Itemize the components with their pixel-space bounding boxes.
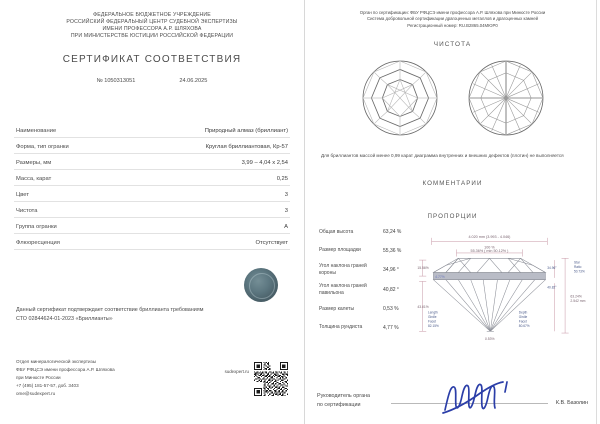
diamond-profile-svg-icon xyxy=(412,226,590,344)
label-depth-girdle-3: Facet xyxy=(518,319,527,324)
certificate-number: № 1050313051 xyxy=(96,78,136,85)
clarity-note-line: Для бриллиантов массой менее 0,99 карат диаграмма внутренних и внешних дефектов xyxy=(321,153,510,159)
signature-label-line: по сертификации xyxy=(317,401,361,408)
contact-line: ФБУ РФЦСЭ имени профессора А.Р. Шляхова xyxy=(16,367,115,373)
proportion-value: 63,24 % xyxy=(383,229,402,236)
proportions-section-title: ПРОПОРЦИИ xyxy=(427,213,478,221)
org-line: РОССИЙСКИЙ ФЕДЕРАЛЬНЫЙ ЦЕНТР СУДЕБНОЙ ЭКСПЕРТИЗЫ xyxy=(66,19,238,26)
table-row xyxy=(14,218,290,234)
official-seal-stamp xyxy=(244,268,278,302)
proportion-label: Угол наклона граней короны xyxy=(319,263,367,277)
label-total-pct: 100 % xyxy=(484,245,495,250)
spec-label: Форма, тип огранки xyxy=(16,143,69,150)
registration-line: Орган по сертификации: ФБУ РФЦСЭ имени профессора А.Р. Шляхова при Минюсте России xyxy=(359,10,546,15)
org-line: ПРИ МИНИСТЕРСТВЕ ЮСТИЦИИ РОССИЙСКОЙ ФЕДЕРАЦИИ xyxy=(70,33,234,40)
page-title: СЕРТИФИКАТ СООТВЕТСТВИЯ xyxy=(62,54,242,66)
table-row xyxy=(319,226,412,238)
table-row xyxy=(319,283,412,297)
proportions-table xyxy=(315,226,412,349)
signature-area xyxy=(317,384,588,410)
proportion-value: 40,82 ° xyxy=(383,287,399,294)
label-lower-girdle: Length xyxy=(428,310,438,315)
conformity-line: Данный сертификат подтверждает соответствие бриллианта требованиям xyxy=(16,307,204,313)
table-row xyxy=(14,186,290,202)
clarity-diagrams xyxy=(315,56,590,140)
signature-label xyxy=(317,392,391,410)
registration-header xyxy=(315,10,590,29)
proportion-label: Общая высота xyxy=(319,228,354,235)
contact-email: ome@sudexpert.ru xyxy=(16,391,56,397)
conformity-line: СТО 02844624-01-2023 «Бриллианты» xyxy=(16,316,113,323)
table-row xyxy=(14,234,290,250)
label-depth-mm: 2.542 mm xyxy=(570,299,586,304)
label-star-ratio-2: Ratio xyxy=(573,265,582,270)
spec-label: Масса, карат xyxy=(16,175,52,182)
certificate-date: 24.06.2025 xyxy=(179,78,208,85)
spec-label: Флюоресценция xyxy=(16,239,60,246)
specifications-table xyxy=(14,122,290,250)
label-crown-angle: 34.96° xyxy=(547,266,557,271)
table-row xyxy=(319,245,412,257)
contact-details xyxy=(16,358,115,398)
label-depth-girdle-value: 80.67% xyxy=(518,324,530,329)
spec-value: Природный алмаз (бриллиант) xyxy=(204,127,288,134)
label-table-pct: 55.36% ( min 50.12% ) xyxy=(470,249,509,254)
spec-label: Размеры, мм xyxy=(16,159,52,166)
diamond-crown-diagram-icon xyxy=(358,56,442,140)
page-edge-divider xyxy=(596,0,597,424)
spec-label: Чистота xyxy=(16,207,38,214)
table-row xyxy=(14,122,290,138)
table-row xyxy=(319,303,412,315)
proportion-value: 55,36 % xyxy=(383,247,402,254)
org-line: ИМЕНИ ПРОФЕССОРА А.Р. ШЛЯХОВА xyxy=(102,26,202,33)
diamond-profile-diagram xyxy=(412,226,590,349)
signature-line-wrap xyxy=(391,384,548,410)
signatory-name: К.В. Базолин xyxy=(555,400,588,406)
table-row xyxy=(14,138,290,154)
proportion-label: Угол наклона граней павильона xyxy=(319,283,367,297)
label-lower-girdle-value: 82.15% xyxy=(428,324,439,329)
contact-phone: +7 (495) 181-57-57, доб. 3403 xyxy=(16,383,79,389)
clarity-section-title: ЧИСТОТА xyxy=(433,41,472,49)
spec-label: Цвет xyxy=(16,191,29,198)
table-row xyxy=(14,202,290,218)
certificate-meta xyxy=(14,78,290,84)
spec-value: 3 xyxy=(284,191,288,198)
conformity-statement xyxy=(16,306,203,324)
proportion-label: Размер калеты xyxy=(319,305,355,312)
spec-value: 0,25 xyxy=(276,175,288,182)
spec-value: Отсутствует xyxy=(255,239,288,246)
label-culet: 0.53% xyxy=(484,337,495,342)
org-line: ФЕДЕРАЛЬНОЕ БЮДЖЕТНОЕ УЧРЕЖДЕНИЕ xyxy=(93,12,211,18)
label-pavilion-depth: 43.01% xyxy=(417,305,429,310)
clarity-note xyxy=(315,152,590,160)
clarity-note-line: (плотин) не выполняется xyxy=(510,153,564,159)
table-row xyxy=(319,263,412,277)
label-pavilion-angle: 40.82° xyxy=(547,285,557,290)
table-row xyxy=(14,170,290,186)
spec-value: А xyxy=(284,223,288,230)
handwritten-signature-icon xyxy=(439,380,519,414)
table-row xyxy=(319,322,412,334)
contact-line: при Минюсте России xyxy=(16,375,61,381)
comments-section-title: КОММЕНТАРИИ xyxy=(422,180,483,188)
label-diameter: 4.020 mm (3.993 - 4.046) xyxy=(468,235,511,240)
label-star-ratio: Star xyxy=(573,260,580,265)
proportion-label: Толщина рундиста xyxy=(319,324,363,331)
spec-label: Наименование xyxy=(16,127,57,134)
spec-label: Группа огранки xyxy=(16,223,57,230)
label-depth-girdle-2: Girdle xyxy=(518,315,528,320)
label-lower-girdle-2: Girdle xyxy=(428,315,437,320)
proportion-value: 4,77 % xyxy=(383,324,399,331)
label-girdle-pct: 4.77% xyxy=(435,275,445,280)
proportion-value: 34,96 ° xyxy=(383,267,399,274)
organization-header xyxy=(14,12,290,40)
label-depth-girdle: Depth xyxy=(518,310,528,315)
website-label: sudexpert.ru xyxy=(224,369,249,374)
label-crown-height: 15.56% xyxy=(417,266,429,271)
proportions-area xyxy=(315,226,590,349)
registration-number: Регистрационный номер: RU.В2865.04МЮР0 xyxy=(407,22,498,28)
qr-section xyxy=(225,362,288,396)
spec-value: Круглая бриллиантовая, Кр-57 xyxy=(205,143,288,150)
diamond-pavilion-diagram-icon xyxy=(464,56,548,140)
qr-code-icon xyxy=(254,362,288,396)
right-panel xyxy=(305,0,600,424)
contact-line: Отдел минералогической экспертизы xyxy=(16,359,96,364)
label-star-ratio-value: 50.73% xyxy=(573,269,585,274)
label-lower-girdle-3: Facet xyxy=(428,319,437,324)
registration-line: Система добровольной сертификации драгоценных металлов и драгоценных камней xyxy=(367,16,538,22)
proportion-value: 0,53 % xyxy=(383,306,399,313)
label-depth-pct: 63.24% xyxy=(570,294,582,299)
spec-value: 3 xyxy=(284,207,288,214)
signature-label-line: Руководитель органа xyxy=(317,392,371,399)
proportion-label: Размер площадки xyxy=(319,247,361,254)
table-row xyxy=(14,154,290,170)
spec-value: 3,99 – 4,04 х 2,54 xyxy=(241,159,288,166)
